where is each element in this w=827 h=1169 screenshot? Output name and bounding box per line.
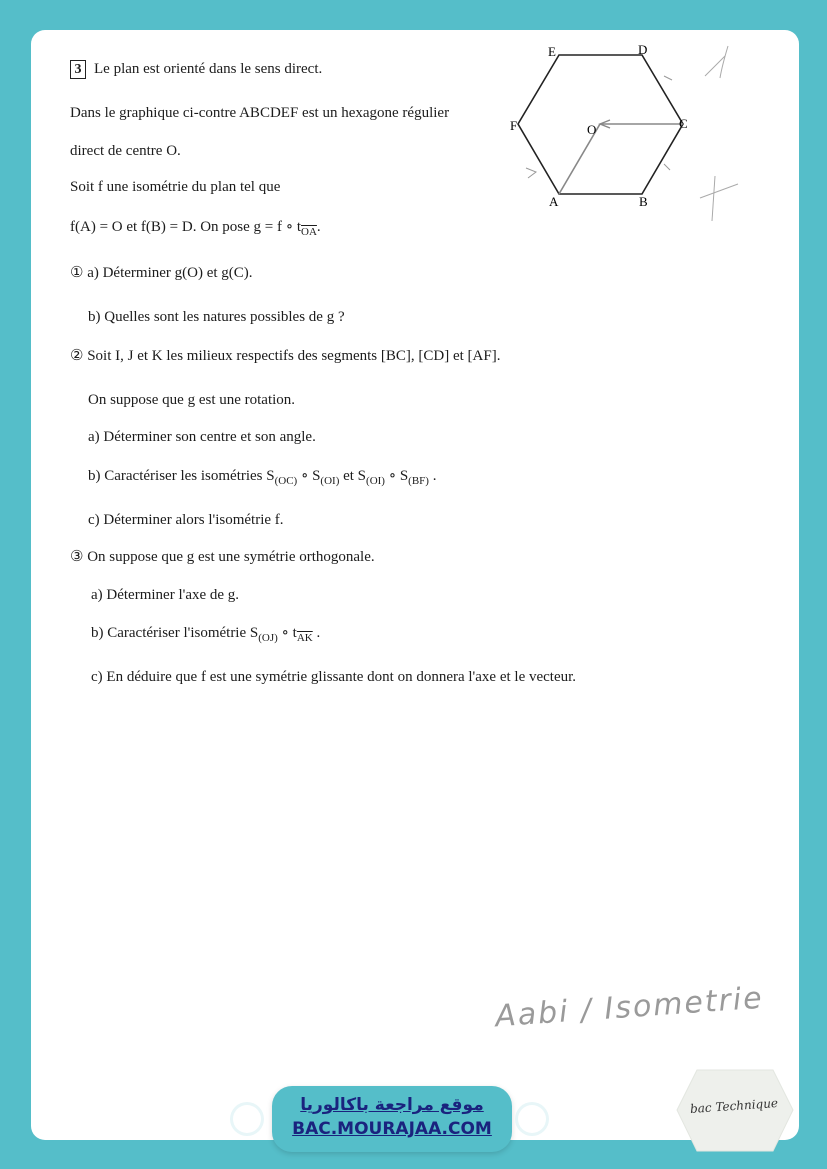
pencil-mark-icon xyxy=(664,164,670,170)
statement-line-2: direct de centre O. xyxy=(70,143,181,159)
pencil-mark-icon xyxy=(700,184,738,198)
question-2-suppose: On suppose que g est une rotation. xyxy=(88,392,296,408)
q2b-s4: (BF) xyxy=(408,475,429,487)
q2b-mid2: ∘ S xyxy=(384,468,409,484)
question-1b: b) Quelles sont les natures possibles de g ? xyxy=(88,309,345,325)
question-3b xyxy=(91,624,320,647)
handwritten-note: Aabi / Isometrie xyxy=(494,980,765,1035)
statement-line-1: Dans le graphique ci-contre ABCDEF est un hexagone régulier xyxy=(70,105,450,121)
website-banner[interactable] xyxy=(272,1086,512,1152)
pencil-mark-icon xyxy=(712,176,715,221)
vector-oa: OA xyxy=(301,226,317,238)
label-e: E xyxy=(548,44,556,59)
question-3a: a) Déterminer l'axe de g. xyxy=(91,587,240,603)
exercise-number: 3 xyxy=(70,60,86,79)
banner-arabic-text[interactable]: موقع مراجعة باكالوريا xyxy=(300,1095,484,1115)
q2b-end: . xyxy=(428,468,437,484)
label-o: O xyxy=(587,122,597,137)
question-2c: c) Déterminer alors l'isométrie f. xyxy=(88,512,284,528)
hexagon-figure xyxy=(500,36,750,226)
exercise-intro: Le plan est orienté dans le sens direct. xyxy=(94,61,323,77)
question-1a: ① a) Déterminer g(O) et g(C). xyxy=(70,265,253,281)
q3b-end: . xyxy=(312,625,321,641)
exercise-header xyxy=(70,60,322,79)
label-c: C xyxy=(679,116,688,131)
pencil-mark-icon xyxy=(664,76,672,80)
vector-ak: AK xyxy=(296,632,313,644)
q2b-s1: (OC) xyxy=(274,475,298,487)
pencil-mark-icon xyxy=(720,46,728,78)
q2b-s2: (OI) xyxy=(320,475,340,487)
label-f: F xyxy=(510,118,518,133)
q3b-mid: ∘ t xyxy=(277,625,297,641)
question-2a: a) Déterminer son centre et son angle. xyxy=(88,429,316,445)
question-3c: c) En déduire que f est une symétrie glissante dont on donnera l'axe et le vecteur. xyxy=(91,669,577,685)
site-logo-icon xyxy=(233,1105,261,1133)
label-b: B xyxy=(639,194,648,209)
site-logo-icon xyxy=(518,1105,546,1133)
question-2b xyxy=(88,467,436,490)
definition-line xyxy=(70,218,321,241)
stamp-text: bac Technique xyxy=(689,1095,779,1117)
q3b-s1: (OJ) xyxy=(258,632,278,644)
definition-text: f(A) = O et f(B) = D. On pose g = f ∘ t xyxy=(70,219,302,235)
question-3-intro: ③ On suppose que g est une symétrie orthogonale. xyxy=(70,549,375,565)
banner-url-link[interactable]: BAC.MOURAJAA.COM xyxy=(292,1119,492,1139)
q2b-prefix: b) Caractériser les isométries S xyxy=(88,468,275,484)
pencil-mark-icon xyxy=(526,168,536,178)
definition-end: . xyxy=(316,219,321,235)
q2b-et: et S xyxy=(339,468,367,484)
q3b-prefix: b) Caractériser l'isométrie S xyxy=(91,625,259,641)
statement-line-3: Soit f une isométrie du plan tel que xyxy=(70,179,281,195)
q2b-s3: (OI) xyxy=(366,475,385,487)
label-d: D xyxy=(638,42,648,57)
question-2-intro: ② Soit I, J et K les milieux respectifs des segments [BC], [CD] et [AF]. xyxy=(70,348,501,364)
q2b-mid1: ∘ S xyxy=(297,468,321,484)
label-a: A xyxy=(549,194,559,209)
